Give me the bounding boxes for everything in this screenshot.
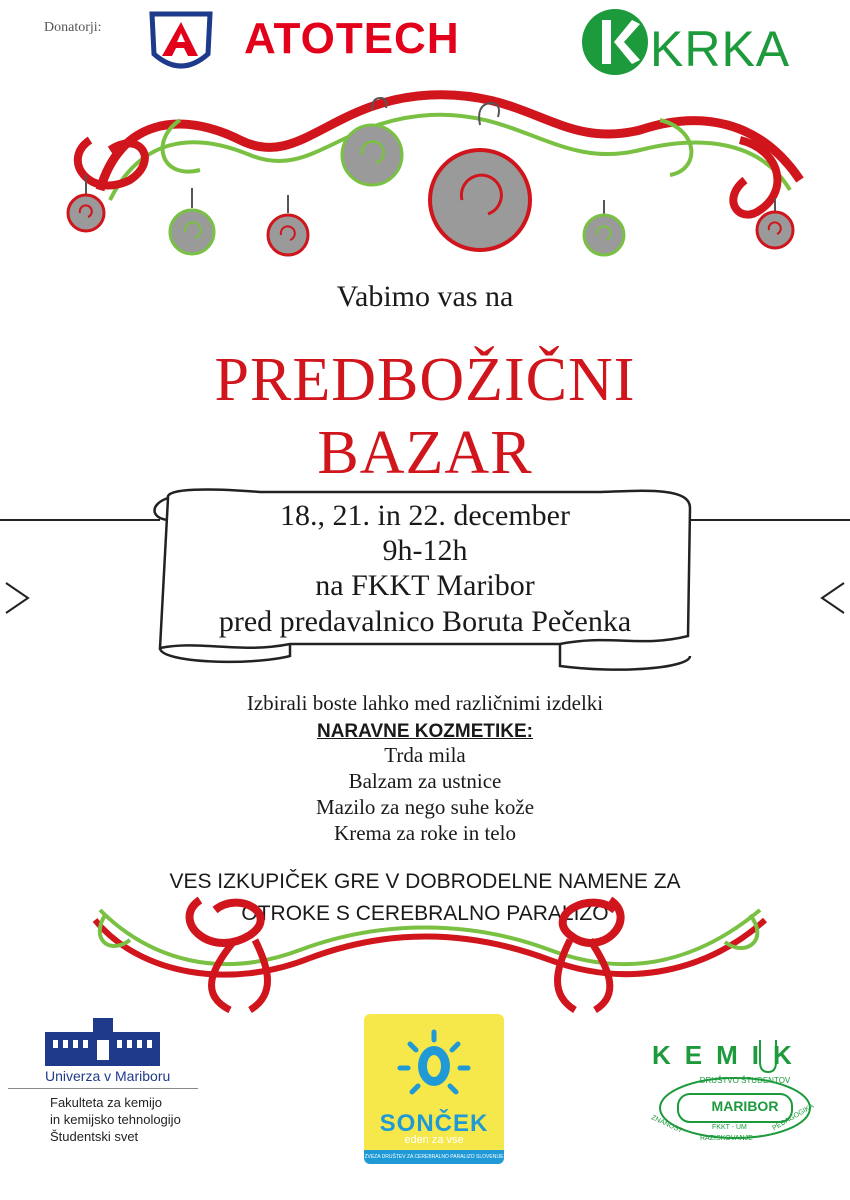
product-item-lip-balm: Balzam za ustnice: [348, 769, 502, 793]
soncek-slogan: eden za vse: [404, 1134, 464, 1146]
um-name: Univerza v Mariboru: [45, 1068, 171, 1084]
event-location: pred predavalnico Boruta Pečenka: [218, 605, 632, 638]
kemik-word-pedagogy: PEDAGOGIKA: [771, 1102, 816, 1133]
faculty-line-3: Študentski svet: [50, 1129, 139, 1144]
product-item-ointment: Mazilo za nego suhe kože: [315, 795, 535, 819]
kemik-sub: DRUŠTVO ŠTUDENTOV: [699, 1076, 791, 1085]
soncek-logo: [364, 1014, 504, 1164]
atotech-logo-text: ATOTECH: [244, 14, 460, 63]
bottom-ribbon: [0, 880, 850, 1020]
ornament-small-green-right: [584, 200, 624, 255]
donators-label: Donatorji:: [44, 20, 102, 35]
products-intro: Izbirali boste lahko med različnimi izdelki: [246, 691, 604, 715]
kemik-word-science: ZNANOST: [650, 1114, 684, 1135]
proceeds-line-1: VES IZKUPIČEK GRE V DOBRODELNE NAMENE ZA: [169, 870, 681, 893]
kemik-city: MARIBOR: [711, 1098, 779, 1114]
krka-logo-mark: [580, 6, 650, 78]
ornament-small-red-center-left: [268, 195, 308, 255]
kemik-word-research: RAZISKOVANJE: [700, 1135, 753, 1142]
product-item-cream: Krema za roke in telo: [334, 821, 516, 845]
um-building-logo: [45, 1014, 160, 1066]
soncek-name: SONČEK: [379, 1110, 489, 1137]
intro-text: Vabimo vas na: [336, 280, 514, 313]
title-line-1: PREDBOŽIČNI: [214, 346, 636, 414]
event-place: na FKKT Maribor: [315, 569, 535, 602]
atotech-shield-logo: [146, 10, 216, 78]
um-divider: [8, 1088, 198, 1089]
title-line-2: BAZAR: [317, 419, 533, 487]
kemik-word-fkkt: FKKT - UM: [712, 1124, 747, 1131]
proceeds-line-2: OTROKE S CEREBRALNO PARALIZO: [241, 902, 609, 925]
event-time: 9h-12h: [382, 534, 468, 567]
kemik-name: KEMIK: [652, 1040, 806, 1070]
product-item-soap: Trda mila: [384, 743, 466, 767]
faculty-line-1: Fakulteta za kemijo: [50, 1095, 162, 1110]
ornament-small-green-left: [170, 188, 214, 254]
ornament-large-red: [430, 103, 530, 250]
products-heading: NARAVNE KOZMETIKE:: [316, 721, 534, 742]
faculty-line-2: in kemijsko tehnologijo: [50, 1112, 181, 1127]
top-ribbon-ornaments: [0, 80, 850, 280]
event-dates: 18., 21. in 22. december: [280, 499, 570, 532]
krka-logo-text: KRKA: [650, 21, 791, 77]
soncek-sun-icon: [364, 1014, 504, 1114]
soncek-full-name: ZVEZA DRUŠTEV ZA CEREBRALNO PARALIZO SLOVENIJE: [364, 1150, 504, 1164]
